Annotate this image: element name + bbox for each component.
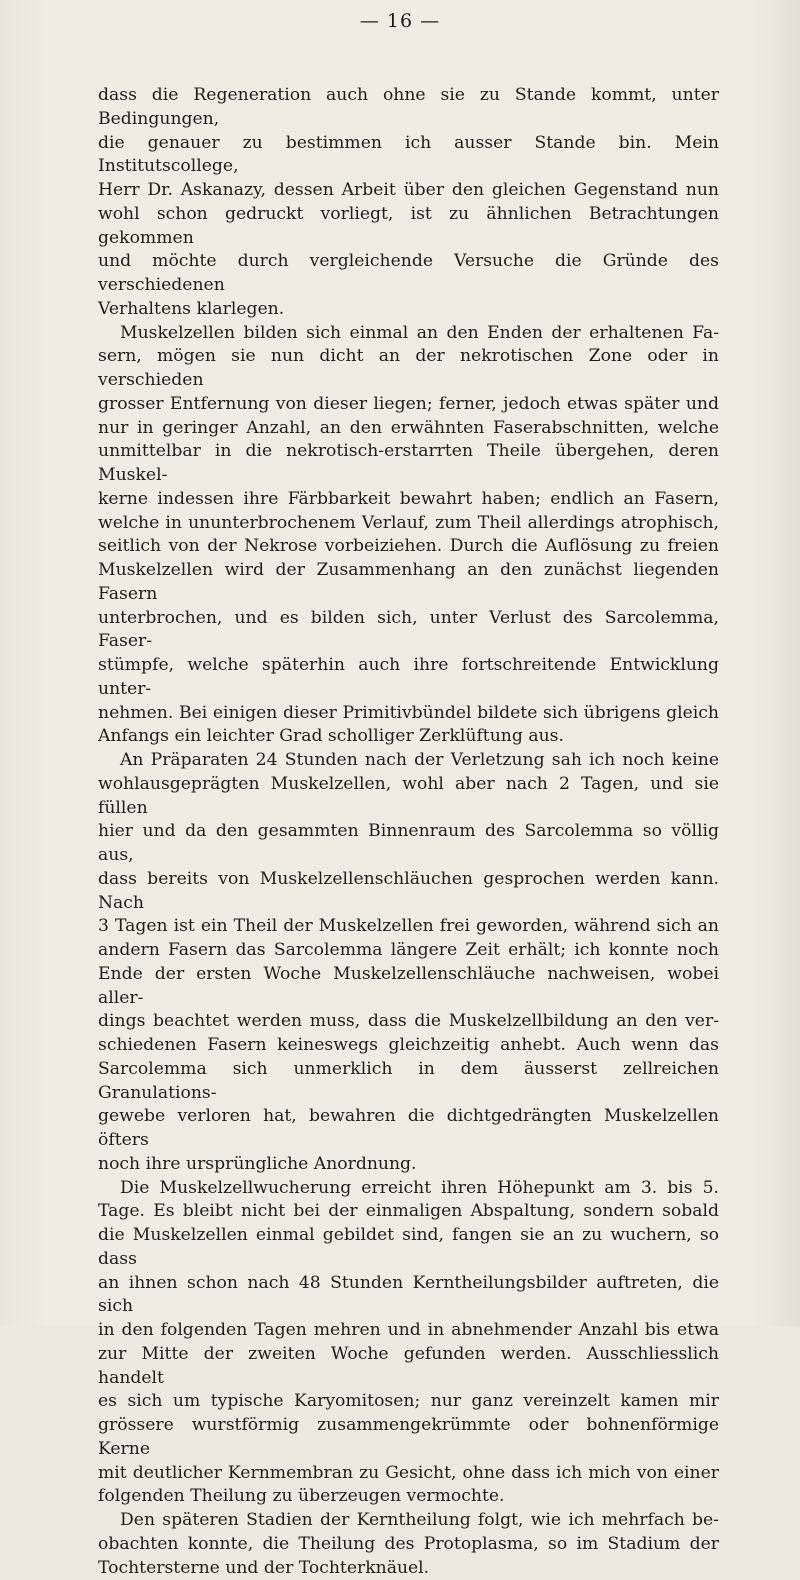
text-line: gewebe verloren hat, bewahren die dichtgedrängten Muskelzellen öfters — [98, 1105, 719, 1153]
text-line: noch ihre ursprüngliche Anordnung. — [98, 1153, 719, 1177]
text-line: Muskelzellen wird der Zusammenhang an den zunächst liegenden Fasern — [98, 559, 719, 607]
body-text — [98, 84, 719, 1580]
text-line: dass bereits von Muskelzellenschläuchen gesprochen werden kann. Nach — [98, 868, 719, 916]
text-line: dass die Regeneration auch ohne sie zu Stande kommt, unter Bedingungen, — [98, 84, 719, 132]
text-line: dings beachtet werden muss, dass die Muskelzellbildung an den ver- — [98, 1010, 719, 1034]
text-line: obachten konnte, die Theilung des Protoplasma, so im Stadium der — [98, 1533, 719, 1557]
text-line: wohlausgeprägten Muskelzellen, wohl aber nach 2 Tagen, und sie füllen — [98, 773, 719, 821]
text-line: die genauer zu bestimmen ich ausser Stande bin. Mein Institutscollege, — [98, 132, 719, 180]
text-line: Verhaltens klarlegen. — [98, 298, 719, 322]
text-line: Die Muskelzellwucherung erreicht ihren Höhepunkt am 3. bis 5. — [98, 1177, 719, 1201]
text-line: stümpfe, welche späterhin auch ihre fortschreitende Entwicklung unter- — [98, 654, 719, 702]
text-line: schiedenen Fasern keineswegs gleichzeitig anhebt. Auch wenn das — [98, 1034, 719, 1058]
text-line: grosser Entfernung von dieser liegen; ferner, jedoch etwas später und — [98, 393, 719, 417]
text-line: grössere wurstförmig zusammengekrümmte oder bohnenförmige Kerne — [98, 1414, 719, 1462]
text-line: seitlich von der Nekrose vorbeiziehen. Durch die Auflösung zu freien — [98, 535, 719, 559]
text-line: sern, mögen sie nun dicht an der nekrotischen Zone oder in verschieden — [98, 345, 719, 393]
text-line: die Muskelzellen einmal gebildet sind, fangen sie an zu wuchern, so dass — [98, 1224, 719, 1272]
text-line: nehmen. Bei einigen dieser Primitivbündel bildete sich übrigens gleich — [98, 702, 719, 726]
text-line: Sarcolemma sich unmerklich in dem äusserst zellreichen Granulations- — [98, 1058, 719, 1106]
text-line: Anfangs ein leichter Grad scholliger Zerklüftung aus. — [98, 725, 719, 749]
text-line: unmittelbar in die nekrotisch-erstarrten Theile übergehen, deren Muskel- — [98, 440, 719, 488]
text-line: folgenden Theilung zu überzeugen vermochte. — [98, 1485, 719, 1509]
text-line: hier und da den gesammten Binnenraum des Sarcolemma so völlig aus, — [98, 820, 719, 868]
text-line: 3 Tagen ist ein Theil der Muskelzellen frei geworden, während sich an — [98, 915, 719, 939]
text-line: Herr Dr. Askanazy, dessen Arbeit über den gleichen Gegenstand nun — [98, 179, 719, 203]
text-line: Ende der ersten Woche Muskelzellenschläuche nachweisen, wobei aller- — [98, 963, 719, 1011]
text-line: Muskelzellen bilden sich einmal an den Enden der erhaltenen Fa- — [98, 322, 719, 346]
text-line: mit deutlicher Kernmembran zu Gesicht, ohne dass ich mich von einer — [98, 1462, 719, 1486]
text-line: andern Fasern das Sarcolemma längere Zeit erhält; ich konnte noch — [98, 939, 719, 963]
text-line: Den späteren Stadien der Kerntheilung folgt, wie ich mehrfach be- — [98, 1509, 719, 1533]
text-line: nur in geringer Anzahl, an den erwähnten Faserabschnitten, welche — [98, 417, 719, 441]
text-line: welche in ununterbrochenem Verlauf, zum Theil allerdings atrophisch, — [98, 512, 719, 536]
text-line: Tage. Es bleibt nicht bei der einmaligen Abspaltung, sondern sobald — [98, 1200, 719, 1224]
text-line: wohl schon gedruckt vorliegt, ist zu ähnlichen Betrachtungen gekommen — [98, 203, 719, 251]
page-number: — 16 — — [0, 10, 800, 32]
text-line: an ihnen schon nach 48 Stunden Kerntheilungsbilder auftreten, die sich — [98, 1272, 719, 1320]
text-line: in den folgenden Tagen mehren und in abnehmender Anzahl bis etwa — [98, 1319, 719, 1343]
text-line: An Präparaten 24 Stunden nach der Verletzung sah ich noch keine — [98, 749, 719, 773]
text-line: unterbrochen, und es bilden sich, unter Verlust des Sarcolemma, Faser- — [98, 607, 719, 655]
text-line: und möchte durch vergleichende Versuche die Gründe des verschiedenen — [98, 250, 719, 298]
text-line: Tochtersterne und der Tochterknäuel. — [98, 1557, 719, 1580]
text-line: es sich um typische Karyomitosen; nur ganz vereinzelt kamen mir — [98, 1390, 719, 1414]
text-line: zur Mitte der zweiten Woche gefunden werden. Ausschliesslich handelt — [98, 1343, 719, 1391]
text-line: kerne indessen ihre Färbbarkeit bewahrt haben; endlich an Fasern, — [98, 488, 719, 512]
